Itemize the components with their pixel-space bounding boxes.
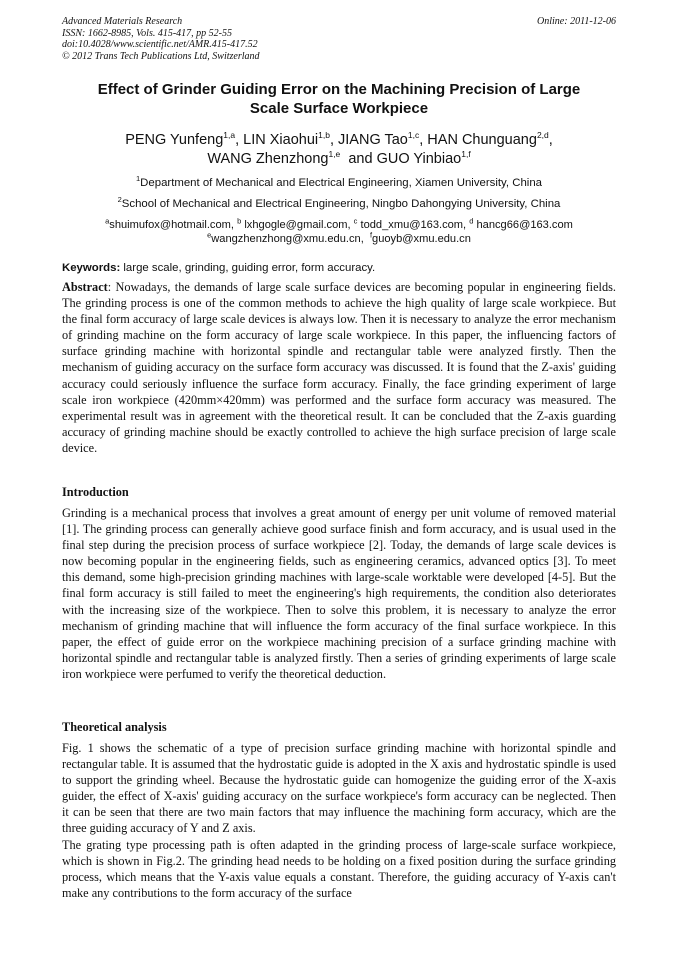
abstract-text: : Nowadays, the demands of large scale surface devices are becoming popular in engineering fields. The grinding process is one of the common methods to achieve the high quality of large scale workpiece. But the final form accuracy of large scale devices is always low. Then it is necessary to analyze the error mechanism of grinding machine on the form accuracy of large scale workpiece. In this paper, the influencing factors of surface grinding machine with horizontal spindle and rectangular table were analyzed firstly. Then the mechanism of guiding accuracy on the surface form accuracy was discussed. It is found that the Z-axis' guiding accuracy could seriously influence the surface form accuracy. Finally, the face grinding experiment of large scale iron workpiece (420mm×420mm) was performed and the surface form accuracy was measured. The experimental result was in agreement with the theoretical result. It can be concluded that the Z-axis guarding accuracy of grinding machine should be exactly controlled to achieve the high surface precision of large scale device. xyxy=(62,280,616,455)
author-line-2 xyxy=(62,150,616,169)
author-affil-mark: 1,f xyxy=(461,149,471,160)
email-mark: c xyxy=(353,216,358,226)
email-mark: f xyxy=(369,230,373,240)
author-affil-mark: 2,d xyxy=(536,130,549,141)
title-line-1: Effect of Grinder Guiding Error on the Machining Precision of Large xyxy=(97,81,581,98)
online-date: Online: 2011-12-06 xyxy=(537,16,616,27)
author-affil-mark: 1,c xyxy=(407,130,420,141)
keywords-text: large scale, grinding, guiding error, form accuracy. xyxy=(123,262,376,274)
author-affil-mark: 1,e xyxy=(328,149,341,160)
email-link[interactable]: shuimufox@hotmail.com, xyxy=(109,219,234,231)
issn-line: ISSN: 1662-8985, Vols. 415-417, pp 52-55 xyxy=(62,27,232,39)
section-heading-introduction: Introduction xyxy=(62,485,129,499)
email-link[interactable]: hancg66@163.com xyxy=(476,219,573,231)
email-link[interactable]: guoyb@xmu.edu.cn xyxy=(372,233,471,245)
journal-header xyxy=(62,16,616,62)
email-mark: a xyxy=(105,216,110,226)
author-conjunction: and xyxy=(348,151,373,167)
abstract xyxy=(62,279,616,456)
title-line-2: Scale Surface Workpiece xyxy=(249,100,429,117)
author-name: WANG Zhenzhong xyxy=(207,151,329,167)
author-affil-mark: 1,a xyxy=(223,130,236,141)
author-list xyxy=(62,131,616,169)
email-link[interactable]: lxhgogle@gmail.com, xyxy=(244,219,351,231)
section-heading-theory: Theoretical analysis xyxy=(62,720,167,734)
theory-paragraph-1: Fig. 1 shows the schematic of a type of precision surface grinding machine with horizontal spindle and rectangular table. It is assumed that the hydrostatic guide is adopted in the X axis and hydrostatic spindle is used to support the grinding wheel. Because the hydrostatic guide can homogenize the guiding error of the X-axis guider, the effect of X-axis' guiding accuracy on the surface workpiece's form accuracy can be neglected. Then it can be seen that there are two main factors that may influence the machining form accuracy, which are the three guiding accuracy of Y and Z axis. xyxy=(62,741,616,836)
author-line-1: PENG Yunfeng$^{1,a}$, LIN Xiaohui$^{1,b}$, JIANG Tao$^{1,c}$, HAN Chunguang$^{2,d}$, xyxy=(125,130,553,148)
author-name: GUO Yinbiao xyxy=(376,151,462,167)
author-affil-mark: 1,b xyxy=(318,130,330,141)
email-line-2 xyxy=(62,232,616,246)
journal-name: Advanced Materials Research xyxy=(62,16,183,27)
email-mark: e xyxy=(207,230,212,240)
keywords-label: Keywords: xyxy=(62,262,121,274)
keywords xyxy=(62,261,616,275)
theory-paragraph-2: The grating type processing path is often adapted in the grinding process of large-scale surface workpiece, which is shown in Fig.2. The grinding head needs to be holding on a fixed position during the surface grinding process, which means that the Y-axis value equals a constant. Therefore, the guiding accuracy of Y-axis can't make any contributions to the form accuracy of the surface xyxy=(62,838,616,901)
email-mark: d xyxy=(469,216,474,226)
email-link[interactable]: wangzhenzhong@xmu.edu.cn, xyxy=(211,233,364,245)
introduction-text: Grinding is a mechanical process that involves a great amount of energy per unit volume of removed material [1]. The grinding process can generally achieve good surface finish and form accuracy, and is usual used in the final step during the precision process of surface workpiece [2]. Today, the demands of large scale devices is now becoming popular in the engineering fields, such as engineering ceramics, advanced optics [3]. To meet this demand, some high-precision grinding machines with large-scale worktable were developed [4-5]. But the final form accuracy is still failed to meet the engineering's high requirements, the condition also deteriorates with the increasing size of the workpiece. Then to solve this problem, it is necessary to analyze the error mechanism of grinding machine that will influence the form accuracy of the final surface workpiece. In this paper, the effect of guide error on the workpiece machining precision of a surface grinding machine with horizontal spindle and rectangular table is analyzed firstly. Then a series of grinding experiments of large scale iron workpiece were perfumed to verify the theoretical deduction. xyxy=(62,506,616,681)
email-line-1 xyxy=(62,218,616,232)
affil-text: Department of Mechanical and Electrical Engineering, Xiamen University, China xyxy=(140,177,542,189)
author-name: JIANG Tao xyxy=(338,132,408,148)
doi-line: doi:10.4028/www.scientific.net/AMR.415-417.52 xyxy=(62,39,258,50)
affiliation-2 xyxy=(62,197,616,211)
email-block xyxy=(62,218,616,246)
affil-text: School of Mechanical and Electrical Engineering, Ningbo Dahongying University, China xyxy=(121,198,561,210)
paper-title xyxy=(62,80,616,118)
email-link[interactable]: todd_xmu@163.com, xyxy=(360,219,467,231)
author-name: HAN Chunguang xyxy=(427,132,537,148)
affiliation-1 xyxy=(62,176,616,190)
affil-mark: 2 xyxy=(117,195,122,205)
copyright-line: © 2012 Trans Tech Publications Ltd, Switzerland xyxy=(62,50,260,62)
affil-mark: 1 xyxy=(136,174,141,184)
author-name: LIN Xiaohui xyxy=(243,132,319,148)
email-mark: b xyxy=(237,216,242,226)
abstract-label: Abstract xyxy=(62,280,108,294)
author-name: PENG Yunfeng xyxy=(125,132,224,148)
